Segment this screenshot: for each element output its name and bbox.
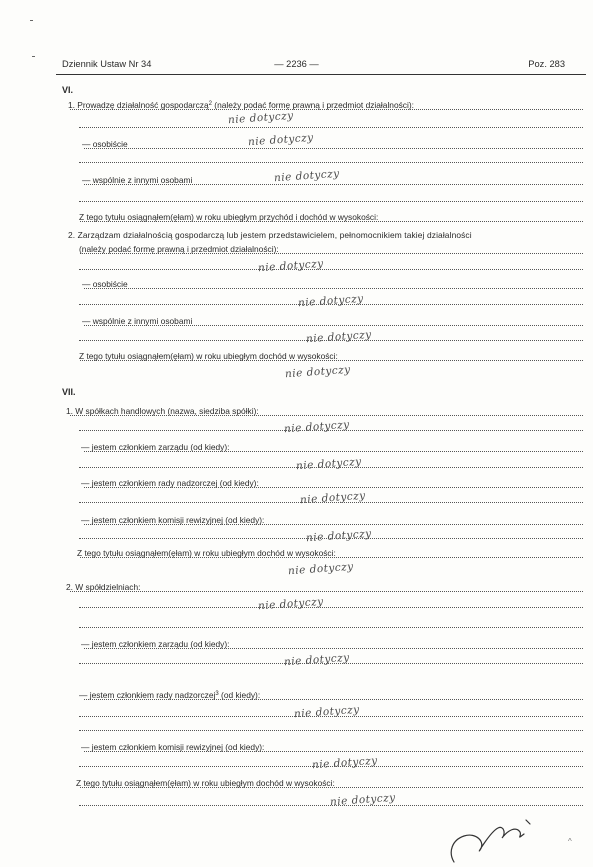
vii-item1-row — [0, 407, 593, 419]
fill-line — [79, 127, 583, 128]
vii-item2-supervisory-row — [0, 691, 593, 703]
handwritten-entry: nie dotyczy — [283, 651, 351, 669]
handwritten-entry: nie dotyczy — [247, 131, 315, 149]
fill-line — [84, 148, 583, 149]
fill-line — [79, 716, 583, 717]
header-rule — [56, 74, 586, 75]
section-vii-heading: VII. — [62, 387, 76, 397]
vi-item1-row — [0, 101, 593, 113]
fill-line — [79, 304, 583, 305]
handwritten-entry: nie dotyczy — [297, 292, 365, 310]
vii-item1-audit-row — [0, 516, 593, 528]
fill-line — [79, 162, 583, 163]
fill-line — [79, 627, 583, 628]
vi-item2-income-row — [0, 352, 593, 364]
fill-line — [79, 730, 583, 731]
vi-item1-income-label: Z tego tytułu osiągnąłem(ęłam) w roku ubiegłym przychód i dochód w wysokości: — [79, 212, 379, 222]
signature-stroke — [451, 820, 530, 862]
fill-line — [79, 201, 583, 202]
handwritten-entry: nie dotyczy — [257, 595, 325, 613]
vii-item2-board-label: — jestem członkiem zarządu (od kiedy): — [81, 639, 230, 649]
vii-item2-supervisory-label: — jestem członkiem rady nadzorczej$^3$ (od kiedy): — [79, 690, 261, 700]
vi-item1-joint-label: — wspólnie z innymi osobami — [82, 175, 193, 185]
journal-title: Dziennik Ustaw Nr 34 — [62, 59, 152, 69]
handwritten-entry: nie dotyczy — [305, 527, 373, 545]
fill-line — [79, 340, 583, 341]
fill-line — [79, 607, 583, 608]
fill-line — [79, 538, 583, 539]
vi-item2-title-row-2 — [0, 245, 593, 257]
vii-item1-supervisory-row — [0, 479, 593, 491]
handwritten-entry: nie dotyczy — [305, 328, 373, 346]
vi-item2-title-line2: (należy podać formę prawną i przedmiot działalności): — [79, 244, 279, 254]
fill-line — [79, 467, 583, 468]
vi-item2-joint-row — [0, 317, 593, 329]
vi-item2-title-row-1 — [0, 231, 593, 243]
handwritten-entry: nie dotyczy — [284, 363, 352, 381]
handwritten-entry: nie dotyczy — [287, 560, 355, 578]
margin-mark — [32, 56, 35, 57]
fill-line — [84, 288, 583, 289]
vi-item1-personal-label: — osobiście — [82, 139, 128, 149]
handwritten-entry: nie dotyczy — [329, 791, 397, 809]
vii-item2-audit-label: — jestem członkiem komisji rewizyjnej (od kiedy): — [81, 742, 265, 752]
vii-item2-income-label: Z tego tytułu osiągnąłem(ęłam) w roku ubiegłym dochód w wysokości: — [76, 778, 335, 788]
vii-item2-title: 2. W spółdzielniach: — [66, 582, 141, 592]
fill-line — [70, 591, 583, 592]
handwritten-entry: nie dotyczy — [227, 109, 295, 127]
handwritten-entry: nie dotyczy — [295, 455, 363, 473]
vii-item2-row — [0, 583, 593, 595]
corner-mark: ^ — [568, 837, 572, 846]
handwritten-entry: nie dotyczy — [283, 418, 351, 436]
vii-item1-audit-label: — jestem członkiem komisji rewizyjnej (od kiedy): — [81, 515, 265, 525]
margin-mark — [30, 20, 33, 21]
fill-line — [79, 269, 583, 270]
handwritten-entry: nie dotyczy — [257, 257, 325, 275]
vii-item2-income-row — [0, 779, 593, 791]
page-number: — 2236 — — [274, 59, 319, 69]
vi-item1-income-row — [0, 213, 593, 225]
fill-line — [79, 430, 583, 431]
vi-item2-personal-label: — osobiście — [82, 279, 128, 289]
vii-item1-income-row — [0, 549, 593, 561]
handwritten-entry: nie dotyczy — [299, 489, 367, 507]
vii-item1-board-label: — jestem członkiem zarządu (od kiedy): — [81, 442, 230, 452]
handwritten-entry: nie dotyczy — [273, 167, 341, 185]
fill-line — [79, 805, 583, 806]
vi-item1-title: 1. Prowadzę działalność gospodarczą$^2$ (należy podać formę prawną i przedmiot działalności): — [68, 100, 414, 110]
vi-item2-title-line1: 2. Zarządzam działalnością gospodarczą lub jestem przedstawicielem, pełnomocnikiem takiej działalności — [68, 230, 472, 240]
vii-item2-board-row — [0, 640, 593, 652]
signature — [446, 812, 546, 867]
position-number: Poz. 283 — [528, 59, 565, 69]
vi-item2-income-label: Z tego tytułu osiągnąłem(ęłam) w roku ubiegłym dochód w wysokości: — [79, 351, 338, 361]
handwritten-entry: nie dotyczy — [293, 703, 361, 721]
vii-item1-supervisory-label: — jestem członkiem rady nadzorczej (od kiedy): — [81, 478, 259, 488]
fill-line — [79, 766, 583, 767]
vii-item1-board-row — [0, 443, 593, 455]
vii-item1-title: 1. W spółkach handlowych (nazwa, siedziba spółki): — [66, 406, 259, 416]
fill-line — [79, 502, 583, 503]
fill-line — [79, 663, 583, 664]
vii-item1-income-label: Z tego tytułu osiągnąłem(ęłam) w roku ubiegłym dochód w wysokości: — [77, 548, 336, 558]
vi-item2-personal-row — [0, 280, 593, 292]
vii-item2-audit-row — [0, 743, 593, 755]
vi-item2-joint-label: — wspólnie z innymi osobami — [82, 316, 193, 326]
handwritten-entry: nie dotyczy — [311, 754, 379, 772]
section-vi-heading: VI. — [62, 85, 74, 95]
